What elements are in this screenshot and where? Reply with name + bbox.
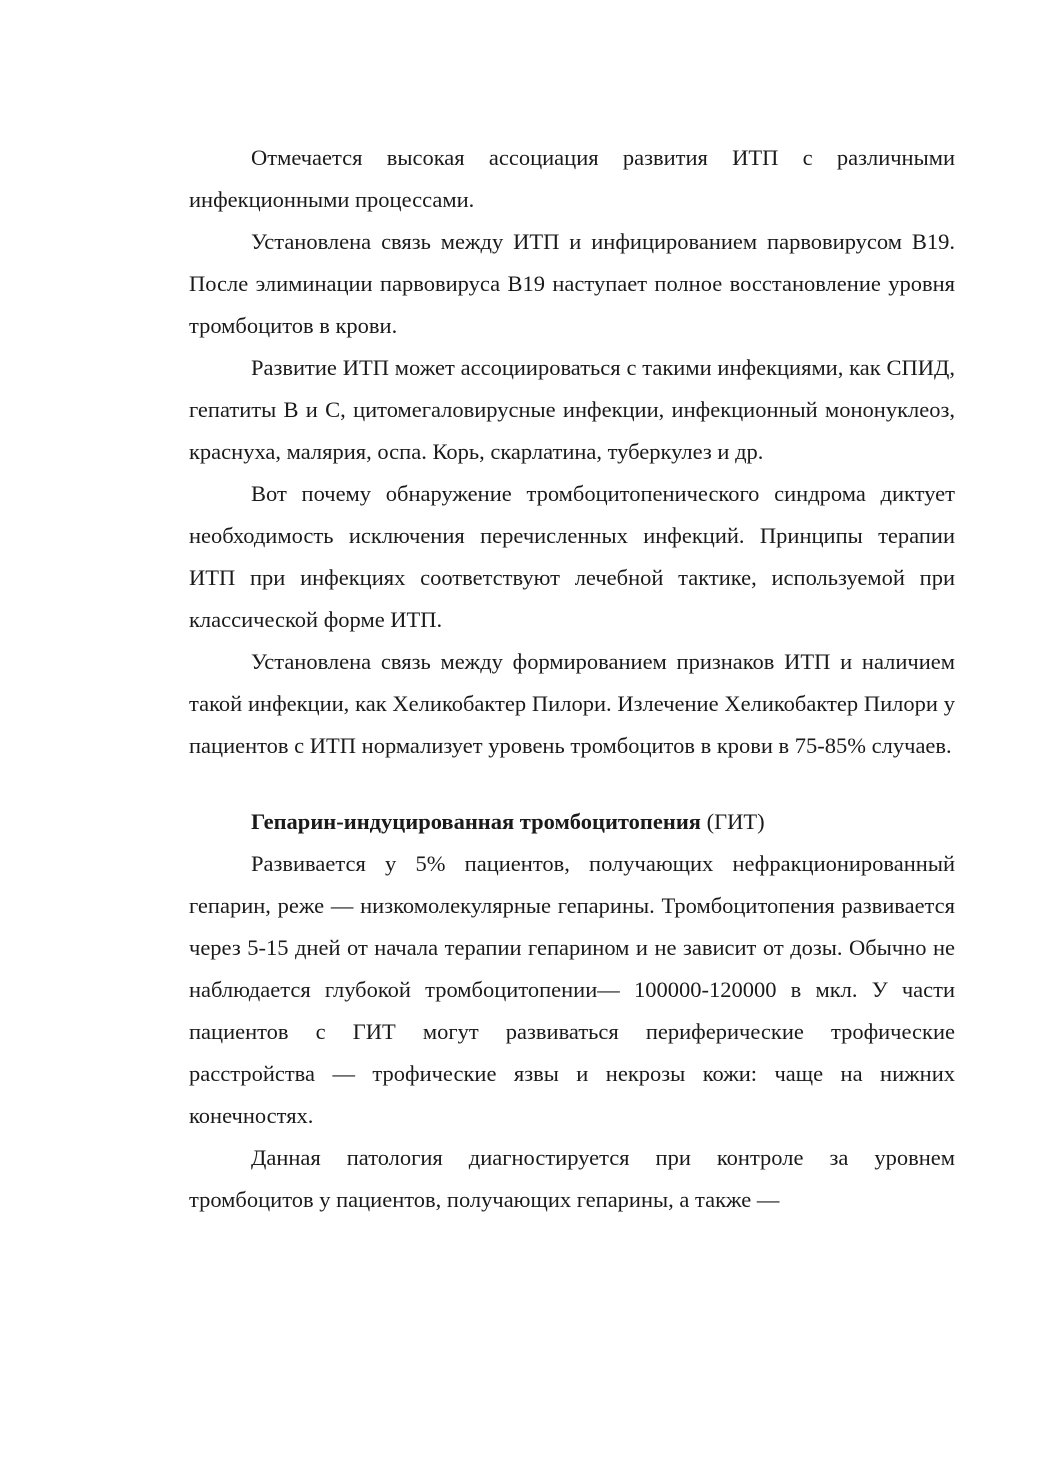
section-heading-bold: Гепарин-индуцированная тромбоцитопения [251,809,701,834]
paragraph-hit-diagnosis: Данная патология диагностируется при контроле за уровнем тромбоцитов у пациентов, получающих гепарины, а также — [189,1145,955,1212]
paragraph-hit-description: Развивается у 5% пациентов, получающих нефракционированный гепарин, реже — низкомолекулярные гепарины. Тромбоцитопения развивается через 5-15 дней от начала терапии гепарином и не зависит от дозы. Обычно не наблюдается глубокой тромбоцитопении— 100000-120000 в мкл. У части пациентов с ГИТ могут развиваться периферические трофические расстройства — трофические язвы и некрозы кожи: чаще на нижних конечностях. [189,851,955,1128]
paragraph-associated-infections: Развитие ИТП может ассоциироваться с такими инфекциями, как СПИД, гепатиты В и С, цитомегаловирусные инфекции, инфекционный мононуклеоз, краснуха, малярия, оспа. Корь, скарлатина, туберкулез и др. [189,355,955,464]
section-heading-wrapper [189,801,955,843]
paragraph-itp-infections-association: Отмечается высокая ассоциация развития ИТП с различными инфекционными процессами. [189,145,955,212]
section-heading-abbrev: (ГИТ) [700,809,765,834]
paragraph-helicobacter-pylori: Установлена связь между формированием признаков ИТП и наличием такой инфекции, как Хеликобактер Пилори. Излечение Хеликобактер Пилори у пациентов с ИТП нормализует уровень тромбоцитов в крови в 75-85% случаев. [189,649,955,758]
section-heading-hit [189,801,955,843]
document-page [189,137,955,1221]
paragraph-infection-exclusion: Вот почему обнаружение тромбоцитопенического синдрома диктует необходимость исключения перечисленных инфекций. Принципы терапии ИТП при инфекциях соответствуют лечебной тактике, используемой при классической форме ИТП. [189,481,955,632]
paragraph-parvovirus-b19: Установлена связь между ИТП и инфицированием парвовирусом В19. После элиминации парвовируса В19 наступает полное восстановление уровня тромбоцитов в крови. [189,229,955,338]
